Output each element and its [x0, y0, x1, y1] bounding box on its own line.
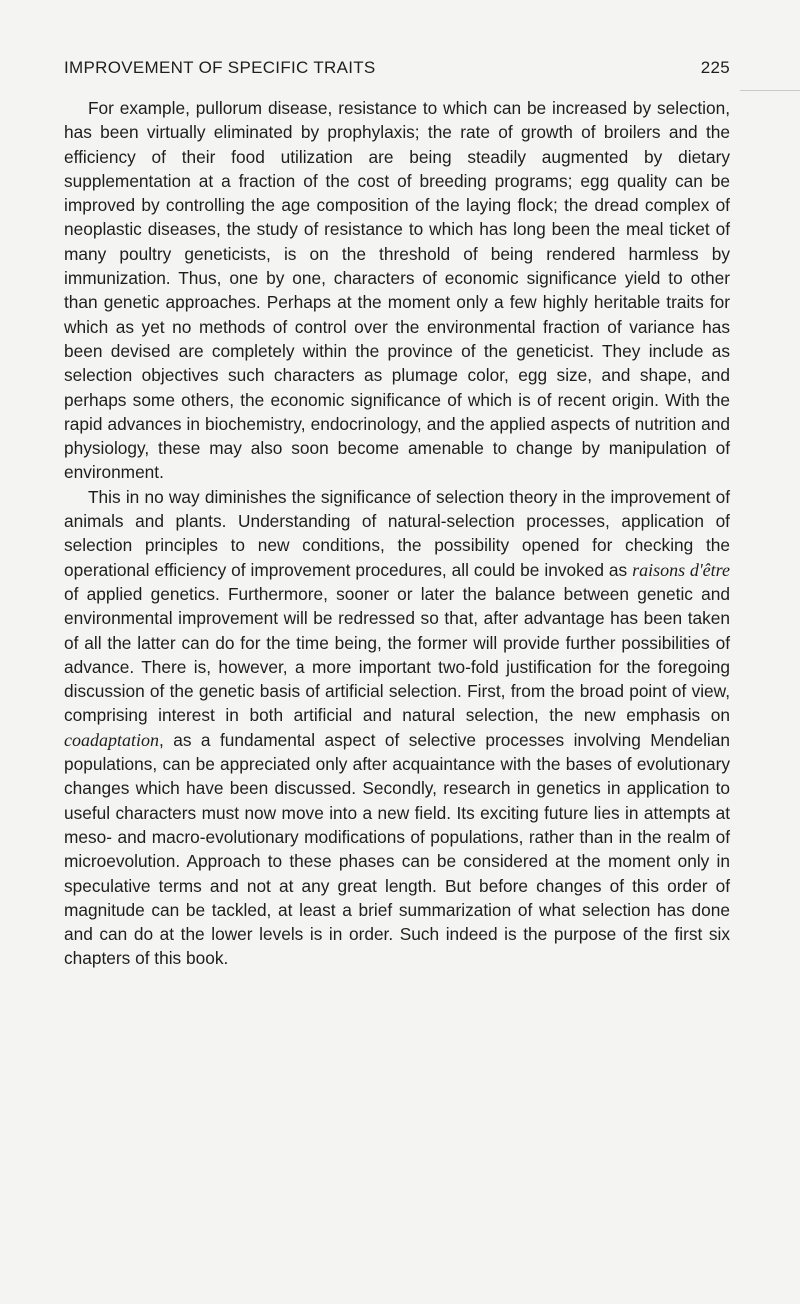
paragraph-2 — [64, 485, 730, 971]
paragraph-2-text-c: , as a fundamental aspect of selective processes involving Mendelian populations, can be appreciated only after acquaintance with the bases of evolutionary changes which have been discussed. Secondly, research in genetics in application to useful characters must now move into a new field. Its exciting future lies in attempts at meso- and macro-evolutionary modifications of populations, rather than in the realm of microevolution. Approach to these phases can be considered at the moment only in speculative terms and not at any great length. But before changes of this order of magnitude can be tackled, at least a brief summarization of what selection has done and can do at the lower levels is in order. Such indeed is the purpose of the first six chapters of this book. — [64, 729, 730, 969]
scan-edge-line — [740, 90, 800, 111]
italic-term-coadaptation: coadaptation — [64, 729, 159, 750]
italic-term-raisons-detre: raisons d'être — [632, 559, 730, 580]
running-title: IMPROVEMENT OF SPECIFIC TRAITS — [64, 58, 376, 77]
paragraph-1-text: For example, pullorum disease, resistance to which can be increased by selection, has been virtually eliminated by prophylaxis; the rate of growth of broilers and the efficiency of their food utilization are being steadily augmented by dietary supplementation at a fraction of the cost of breeding programs; egg quality can be improved by controlling the age composition of the laying flock; the dread complex of neoplastic diseases, the study of resistance to which has long been the meal ticket of many poultry geneticists, is on the threshold of being rendered harmless by immunization. Thus, one by one, characters of economic significance yield to other than genetic approaches. Perhaps at the moment only a few highly heritable traits for which as yet no methods of control over the environmental fraction of variance has been devised are completely within the province of the geneticist. They include as selection objectives such characters as plumage color, egg size, and shape, and perhaps some others, the economic significance of which is of recent origin. With the rapid advances in biochemistry, endocrinology, and the applied aspects of nutrition and physiology, these may also soon become amenable to change by manipulation of environment. — [64, 98, 730, 483]
page-header — [64, 58, 730, 80]
page-number: 225 — [700, 58, 730, 77]
body-text — [64, 96, 730, 971]
paragraph-2-text-b: of applied genetics. Furthermore, sooner or later the balance between genetic and environmental improvement will be redressed so that, after advantage has been taken of all the latter can do for the time being, the former will provide further possibilities of advance. There is, however, a more important two-fold justification for the foregoing discussion of the genetic basis of artificial selection. First, from the broad point of view, comprising interest in both artificial and natural selection, the new emphasis on — [64, 583, 730, 726]
paragraph-2-text-a: This in no way diminishes the significance of selection theory in the improvement of animals and plants. Understanding of natural-selection processes, application of selection principles to new conditions, the possibility opened for checking the operational efficiency of improvement procedures, all could be invoked as — [64, 486, 730, 580]
paragraph-1 — [64, 96, 730, 485]
